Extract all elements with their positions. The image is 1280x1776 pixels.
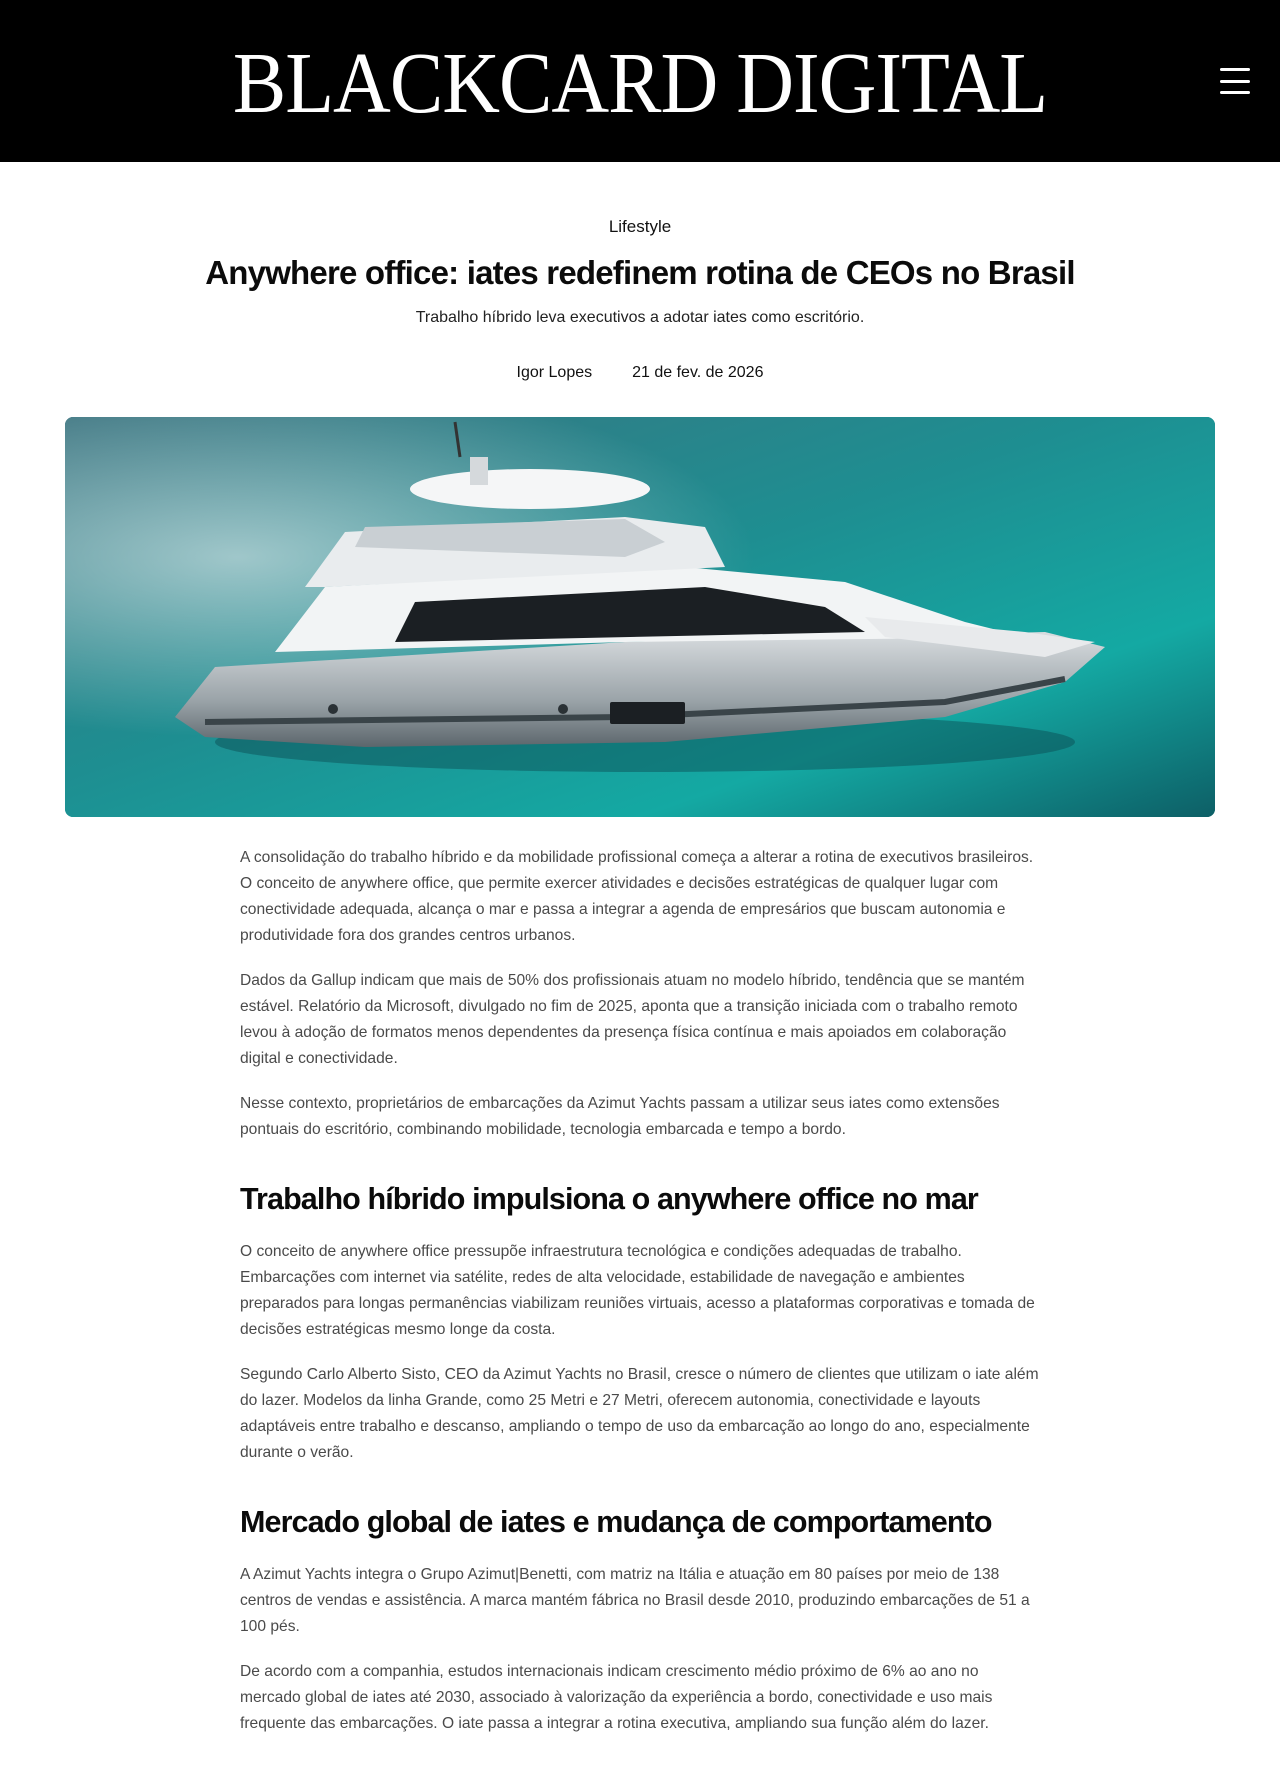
article-date: 21 de fev. de 2026 [632,364,764,381]
article-paragraph: Segundo Carlo Alberto Sisto, CEO da Azimut Yachts no Brasil, cresce o número de clientes que utilizam o iate além do lazer. Modelos da linha Grande, como 25 Metri e 27 Metri, oferecem autonomia, conectividade e layouts adaptáveis entre trabalho e descanso, ampliando o tempo de uso da embarcação ao longo do ano, especialmente durante o verão. [240,1366,1039,1461]
section-heading: Trabalho híbrido impulsiona o anywhere office no mar [240,1182,978,1216]
article-title: Anywhere office: iates redefinem rotina de CEOs no Brasil [205,254,1075,291]
article-paragraph: Nesse contexto, proprietários de embarcações da Azimut Yachts passam a utilizar seus iates como extensões pontuais do escritório, combinando mobilidade, tecnologia embarcada e tempo a bordo. [240,1095,1000,1138]
article-category[interactable]: Lifestyle [608,217,672,236]
site-header [0,0,1280,162]
article-paragraph: Dados da Gallup indicam que mais de 50% dos profissionais atuam no modelo híbrido, tendência que se mantém estável. Relatório da Microsoft, divulgado no fim de 2025, aponta que a transição iniciada com o trabalho remoto levou à adoção de formatos menos dependentes da presença física contínua e mais apoiados em colaboração digital e conectividade. [240,972,1025,1067]
article-paragraph: A Azimut Yachts integra o Grupo Azimut|Benetti, com matriz na Itália e atuação em 80 países por meio de 138 centros de vendas e assistência. A marca mantém fábrica no Brasil desde 2010, produzindo embarcações de 51 a 100 pés. [240,1566,1030,1635]
article-paragraph: De acordo com a companhia, estudos internacionais indicam crescimento médio próximo de 6% ao ano no mercado global de iates até 2030, associado à valorização da experiência a bordo, conectividade e uso mais frequente das embarcações. O iate passa a integrar a rotina executiva, ampliando sua função além do lazer. [240,1663,993,1732]
article-author[interactable]: Igor Lopes [516,364,593,381]
article-meta [0,362,1280,384]
article-body [240,845,1040,1756]
article-paragraph: A consolidação do trabalho híbrido e da mobilidade profissional começa a alterar a rotina de executivos brasileiros. O conceito de anywhere office, que permite exercer atividades e decisões estratégicas de qualquer lugar com conectividade adequada, alcança o mar e passa a integrar a agenda de empresários que buscam autonomia e produtividade fora dos grandes centros urbanos. [240,849,1034,944]
article-paragraph: O conceito de anywhere office pressupõe infraestrutura tecnológica e condições adequadas de trabalho. Embarcações com internet via satélite, redes de alta velocidade, estabilidade de navegação e ambientes preparados para longas permanências viabilizam reuniões virtuais, acesso a plataformas corporativas e tomada de decisões estratégicas mesmo longe da costa. [240,1243,1035,1338]
hero-image-yacht [65,417,1215,817]
menu-line [1220,68,1250,71]
menu-line [1220,91,1250,94]
section-heading: Mercado global de iates e mudança de comportamento [240,1505,992,1539]
site-logo[interactable]: BLACKCARD DIGITAL [232,36,1048,132]
menu-line [1220,80,1250,83]
article-subtitle: Trabalho híbrido leva executivos a adotar iates como escritório. [415,309,865,326]
yacht-illustration [65,417,1215,817]
hamburger-menu-icon[interactable] [1212,62,1258,100]
